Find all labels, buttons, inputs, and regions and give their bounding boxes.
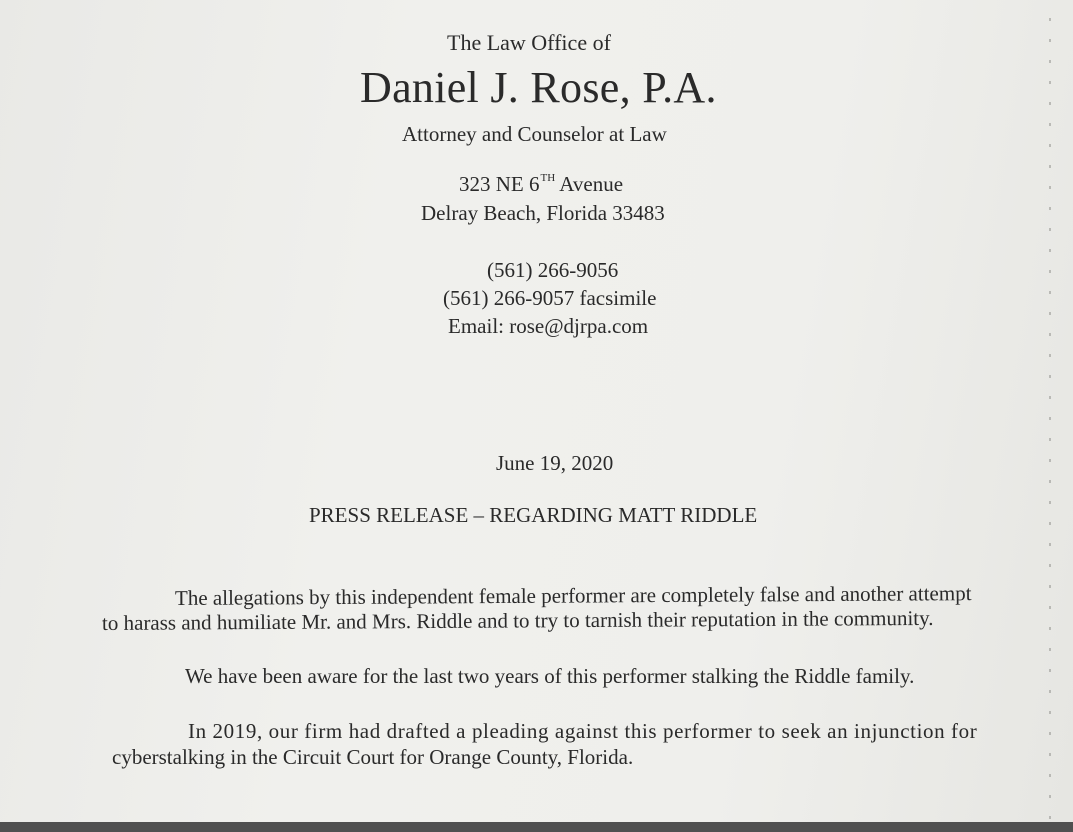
firm-intro: The Law Office of [447, 30, 611, 55]
paragraph-1-line-1: The allegations by this independent female performer are completely false and another attempt [174, 581, 972, 610]
address-street-prefix: 323 NE 6 [459, 172, 540, 196]
letter-date: June 19, 2020 [496, 451, 614, 475]
email-address: Email: rose@djrpa.com [448, 314, 649, 338]
phone-number: (561) 266-9056 [487, 258, 619, 282]
fax-number: (561) 266-9057 facsimile [443, 286, 657, 310]
paragraph-2: We have been aware for the last two years of this performer stalking the Riddle family. [185, 664, 915, 688]
firm-tagline: Attorney and Counselor at Law [402, 122, 667, 146]
page-edge-marks [1049, 0, 1051, 820]
address-street-ordinal: TH [540, 172, 556, 184]
paragraph-3-line-1: In 2019, our firm had drafted a pleading against this performer to seek an injunction for [188, 719, 978, 743]
press-release-title: PRESS RELEASE – REGARDING MATT RIDDLE [309, 503, 758, 527]
paragraph-1-line-2: to harass and humiliate Mr. and Mrs. Riddle and to try to tarnish their reputation in the community. [101, 605, 934, 635]
address-city: Delray Beach, Florida 33483 [421, 201, 665, 225]
paragraph-3-line-2: cyberstalking in the Circuit Court for Orange County, Florida. [112, 745, 634, 769]
bottom-strip [0, 822, 1073, 832]
firm-name: Daniel J. Rose, P.A. [360, 63, 717, 112]
address-street-suffix: Avenue [555, 172, 624, 196]
address-street [459, 172, 623, 197]
